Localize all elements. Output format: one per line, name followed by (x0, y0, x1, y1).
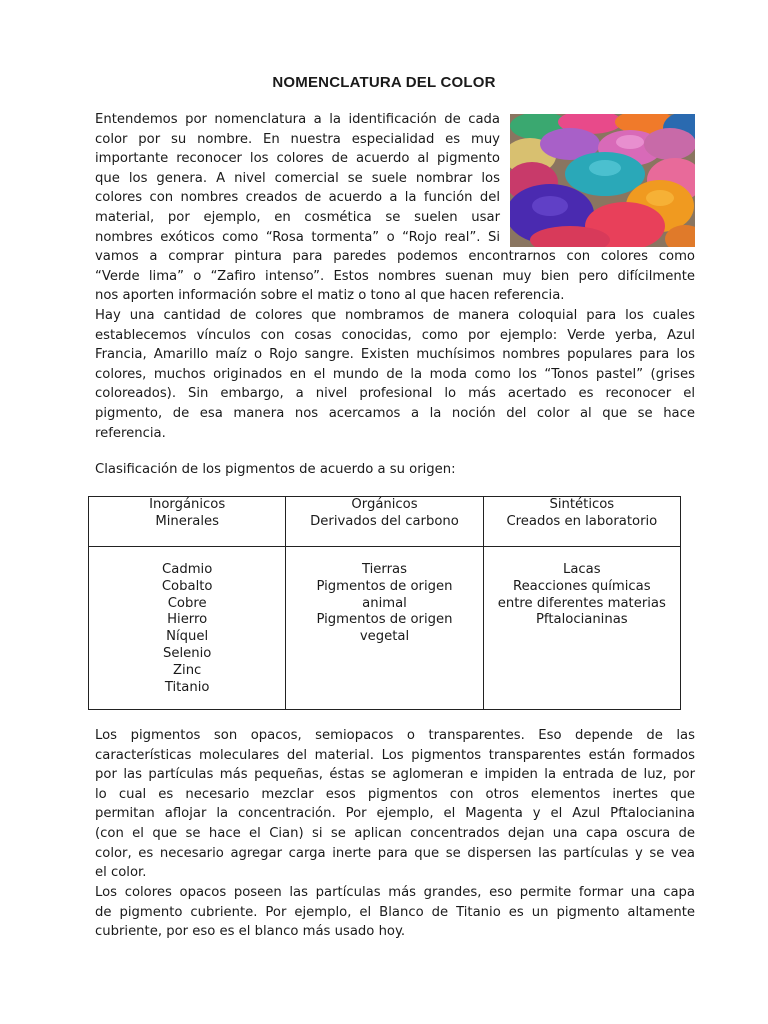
header-line: Orgánicos (351, 497, 418, 512)
paragraph-3 (95, 726, 695, 883)
intro-line: color por su nombre. En nuestra especialidad es muy (95, 131, 500, 147)
intro-line: “Verde lima” o “Zafiro intenso”. Estos nombres suenan muy bien pero difícilmente (95, 268, 695, 284)
paragraph-line: características moleculares del material. Los pigmentos transparentes están formados (95, 747, 695, 763)
table-header-cell (483, 497, 680, 547)
paragraph-4 (95, 883, 695, 942)
cell-line: Níquel (166, 629, 209, 645)
pigment-powders-image (510, 114, 695, 247)
paragraph-line: cubriente, por eso es el blanco más usado hoy. (95, 924, 406, 940)
cell-line: Cadmio (162, 562, 213, 577)
intro-line: nombres exóticos como “Rosa tormenta” o “Rojo real”. Si (95, 229, 500, 245)
classification-label-text: Clasificación de los pigmentos de acuerdo a su origen: (95, 462, 456, 477)
paragraph-line: Los colores opacos poseen las partículas más grandes, eso permite formar una capa (95, 885, 695, 900)
pigment-powders-photo (510, 114, 695, 247)
table-header-row (89, 497, 681, 547)
paragraph-line: referencia. (95, 425, 166, 441)
paragraph-line: color, es necesario agregar carga inerte para que se dispersen las partículas y se vea (95, 845, 695, 861)
paragraph-line: Los pigmentos son opacos, semiopacos o transparentes. Eso depende de las (95, 728, 695, 743)
pigment-classification-table (88, 496, 681, 710)
cell-line: Pigmentos de origen (316, 578, 453, 594)
cell-line: Cobre (167, 595, 207, 611)
paragraph-line: pigmento, de esa manera nos acercamos a la noción del color al que se hace (95, 405, 695, 421)
paragraph-line: coloreados). Sin embargo, a nivel profesional lo más acertado es reconocer el (95, 386, 695, 402)
paragraph-line: lo cual es necesario mezclar esos pigmentos con otros elementos inertes que (95, 786, 695, 802)
cell-line: Zinc (173, 662, 202, 678)
table-cell-inorganicos (89, 547, 286, 710)
cell-line: Pigmentos de origen (316, 612, 453, 628)
header-line: Inorgánicos (149, 497, 226, 512)
cell-line: Pftalocianinas (535, 612, 628, 628)
cell-line: Reacciones químicas (513, 578, 651, 594)
paragraph-line: colores, muchos originados en el mundo de la moda como los “Tonos pastel” (grises (95, 366, 695, 382)
table-cell-organicos (286, 547, 483, 710)
intro-line: importante reconocer los colores de acuerdo al pigmento (95, 151, 500, 167)
paragraph-line: (con el que se hace el Cian) si se aplican concentrados dejan una capa oscura de (95, 825, 695, 841)
paragraph-line: por las partículas más pequeñas, éstas se aglomeran e impiden la entrada de luz, por (95, 767, 695, 783)
paragraph-line: establecemos vínculos con cosas conocidas, como por ejemplo: Verde yerba, Azul (95, 327, 695, 343)
table-row (89, 547, 681, 710)
header-line: Minerales (155, 513, 219, 529)
intro-line: colores con nombres creados de acuerdo a la función del (95, 190, 500, 206)
header-line: Creados en laboratorio (506, 513, 658, 529)
table-header-cell (286, 497, 483, 547)
paragraph-line: el color. (95, 865, 147, 881)
table-header-cell (89, 497, 286, 547)
paragraph-line: Francia, Amarillo maíz o Rojo sangre. Existen muchísimos nombres populares para los (95, 347, 695, 363)
cell-line: vegetal (359, 629, 410, 645)
classification-label (95, 460, 695, 480)
cell-line: Lacas (563, 562, 601, 577)
paragraph-line: permitan aflojar la concentración. Por ejemplo, el Magenta y el Azul Pftalocianina (95, 806, 695, 822)
cell-line: Titanio (164, 679, 210, 695)
cell-line: Cobalto (161, 578, 213, 594)
cell-line: Tierras (361, 562, 407, 577)
intro-line: Entendemos por nomenclatura a la identificación de cada (95, 112, 500, 127)
intro-line: que los genera. A nivel comercial se suele nombrar los (95, 170, 500, 186)
cell-line: animal (362, 595, 407, 611)
table-cell-sinteticos (483, 547, 680, 710)
header-line: Sintéticos (549, 497, 615, 512)
header-line: Derivados del carbono (310, 513, 459, 529)
intro-line: nos aporten información sobre el matiz o tono al que hacen referencia. (95, 288, 565, 304)
paragraph-line: de pigmento cubriente. Por ejemplo, el Blanco de Titanio es un pigmento altamente (95, 904, 695, 920)
page-title: NOMENCLATURA DEL COLOR (272, 74, 496, 91)
cell-line: entre diferentes materias (497, 595, 666, 611)
intro-line: vamos a comprar pintura para paredes podemos encontrarnos con colores como (95, 249, 695, 265)
cell-line: Hierro (167, 612, 208, 628)
intro-line: material, por ejemplo, en cosmética se suelen usar (95, 209, 500, 225)
paragraph-line: Hay una cantidad de colores que nombramos de manera coloquial para los cuales (95, 308, 695, 323)
cell-line: Selenio (162, 645, 212, 661)
paragraph-2 (95, 306, 695, 443)
